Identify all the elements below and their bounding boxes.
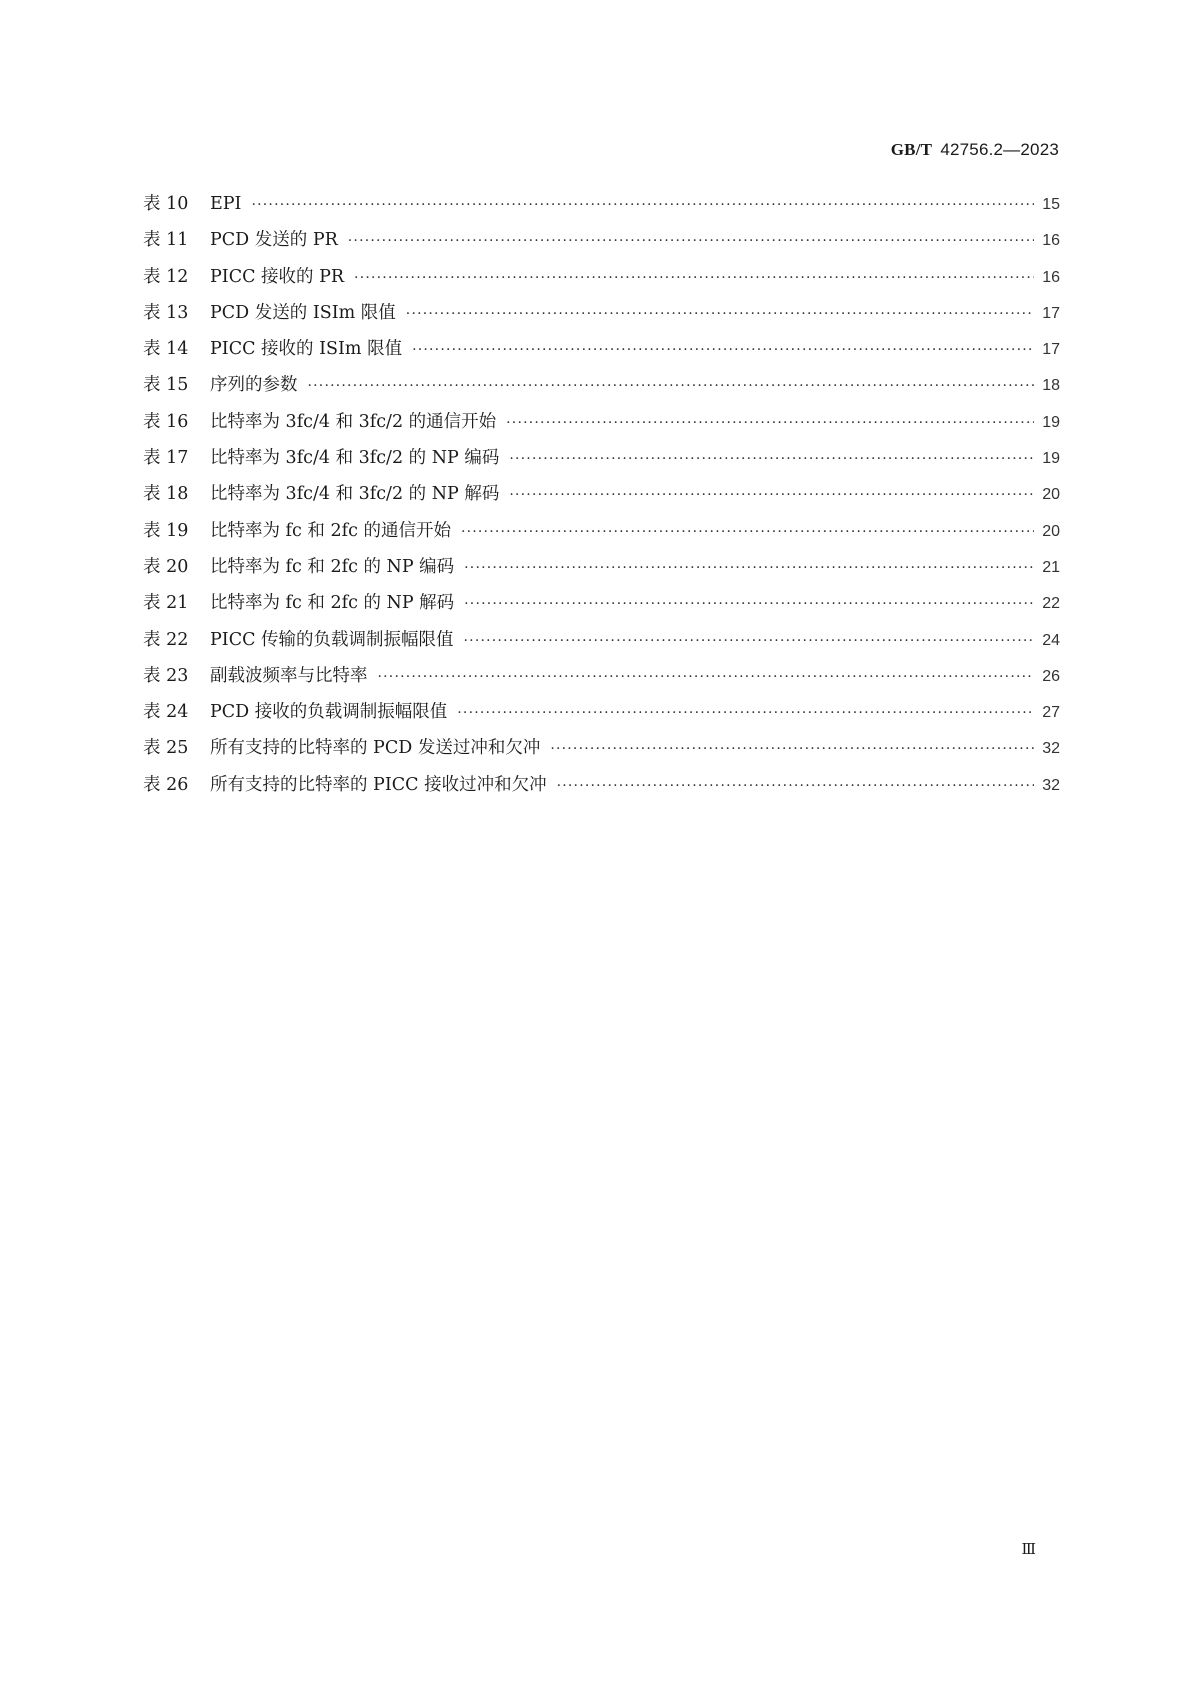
toc-dot-leader (464, 596, 1034, 612)
toc-entry-label: 表 15 (143, 375, 189, 396)
toc-entry-title: 比特率为 3fc/4 和 3fc/2 的 NP 编码 (210, 448, 500, 469)
toc-dot-leader (412, 342, 1034, 358)
toc-entry-title: 比特率为 fc 和 2fc 的 NP 解码 (210, 593, 455, 614)
toc-entry-title: 副载波频率与比特率 (210, 665, 368, 686)
toc-dot-leader (461, 524, 1034, 540)
toc-entry-label: 表 11 (143, 230, 189, 251)
toc-entry-page: 17 (1042, 341, 1060, 359)
toc-entry-label: 表 12 (143, 266, 189, 287)
toc-entry-label: 表 25 (143, 738, 189, 759)
toc-entry-label: 表 18 (143, 484, 189, 505)
toc-entry-label: 表 23 (143, 665, 189, 686)
toc-entry-page: 20 (1042, 522, 1060, 540)
toc-dot-leader (378, 669, 1035, 685)
toc-dot-leader (506, 415, 1034, 431)
toc-dot-leader (251, 197, 1034, 213)
toc-entry-page: 16 (1042, 232, 1060, 250)
toc-entry-title: 所有支持的比特率的 PCD 发送过冲和欠冲 (210, 738, 541, 759)
toc-entry-label: 表 17 (143, 448, 189, 469)
toc-entry-title: EPI (210, 194, 242, 214)
toc-entry[interactable] (143, 626, 1060, 662)
toc-dot-leader (509, 451, 1034, 467)
toc-entry-page: 22 (1042, 595, 1060, 613)
toc-entry-label: 表 16 (143, 411, 189, 432)
toc-entry[interactable] (143, 589, 1060, 625)
toc-entry-page: 15 (1042, 196, 1060, 213)
toc-entry-page: 18 (1042, 377, 1060, 395)
toc-entry-label: 表 19 (143, 520, 189, 541)
toc-entry-page: 21 (1042, 558, 1060, 576)
toc-entry-title: 比特率为 fc 和 2fc 的 NP 编码 (210, 556, 455, 577)
table-of-contents-list (143, 190, 1060, 807)
toc-entry-title: 序列的参数 (210, 375, 298, 396)
toc-entry-page: 24 (1042, 631, 1060, 649)
toc-entry-page: 17 (1042, 304, 1060, 322)
toc-entry-title: PCD 发送的 ISIm 限值 (210, 302, 396, 323)
toc-dot-leader (457, 705, 1034, 721)
page-number: Ⅲ (1021, 1542, 1036, 1558)
toc-entry[interactable] (143, 662, 1060, 698)
toc-entry[interactable] (143, 371, 1060, 407)
toc-entry-label: 表 13 (143, 302, 189, 323)
toc-entry[interactable] (143, 734, 1060, 770)
toc-entry-label: 表 26 (143, 774, 189, 795)
document-header (891, 140, 1059, 160)
toc-dot-leader (406, 306, 1034, 322)
toc-entry[interactable] (143, 299, 1060, 335)
toc-entry[interactable] (143, 226, 1060, 262)
toc-entry-title: 所有支持的比特率的 PICC 接收过冲和欠冲 (210, 774, 547, 795)
toc-entry[interactable] (143, 553, 1060, 589)
standard-code: GB/T (890, 140, 932, 159)
toc-entry-label: 表 14 (143, 339, 189, 360)
toc-entry-page: 32 (1042, 776, 1060, 794)
toc-entry-label: 表 20 (143, 556, 189, 577)
toc-entry-title: PCD 接收的负载调制振幅限值 (210, 702, 448, 723)
toc-entry[interactable] (143, 771, 1060, 807)
toc-dot-leader (348, 233, 1034, 249)
toc-entry-title: PICC 接收的 PR (210, 266, 345, 287)
toc-entry-page: 16 (1042, 268, 1060, 286)
toc-entry-label: 表 21 (143, 593, 189, 614)
toc-dot-leader (557, 778, 1035, 794)
toc-entry-page: 27 (1042, 704, 1060, 722)
toc-entry-page: 19 (1042, 450, 1060, 468)
toc-entry[interactable] (143, 190, 1060, 226)
toc-entry-page: 20 (1042, 486, 1060, 504)
standard-number: 42756.2—2023 (940, 140, 1059, 159)
toc-dot-leader (550, 741, 1034, 757)
toc-entry-label: 表 10 (143, 194, 189, 214)
toc-entry[interactable] (143, 408, 1060, 444)
toc-entry[interactable] (143, 698, 1060, 734)
toc-entry-page: 26 (1042, 667, 1060, 685)
toc-entry[interactable] (143, 444, 1060, 480)
toc-entry-label: 表 22 (143, 629, 189, 650)
toc-entry-title: PCD 发送的 PR (210, 230, 338, 251)
toc-entry-title: 比特率为 fc 和 2fc 的通信开始 (210, 520, 451, 541)
toc-dot-leader (464, 633, 1035, 649)
toc-entry-page: 19 (1042, 413, 1060, 431)
toc-entry-title: PICC 传输的负载调制振幅限值 (210, 629, 454, 650)
toc-dot-leader (354, 270, 1034, 286)
toc-entry-title: PICC 接收的 ISIm 限值 (210, 339, 403, 360)
toc-dot-leader (509, 487, 1034, 503)
toc-entry[interactable] (143, 335, 1060, 371)
toc-entry-title: 比特率为 3fc/4 和 3fc/2 的 NP 解码 (210, 484, 500, 505)
toc-dot-leader (464, 560, 1034, 576)
toc-entry[interactable] (143, 263, 1060, 299)
toc-entry[interactable] (143, 517, 1060, 553)
toc-dot-leader (308, 378, 1035, 394)
toc-entry-title: 比特率为 3fc/4 和 3fc/2 的通信开始 (210, 411, 497, 432)
toc-entry[interactable] (143, 480, 1060, 516)
toc-entry-label: 表 24 (143, 702, 189, 723)
toc-entry-page: 32 (1042, 740, 1060, 758)
